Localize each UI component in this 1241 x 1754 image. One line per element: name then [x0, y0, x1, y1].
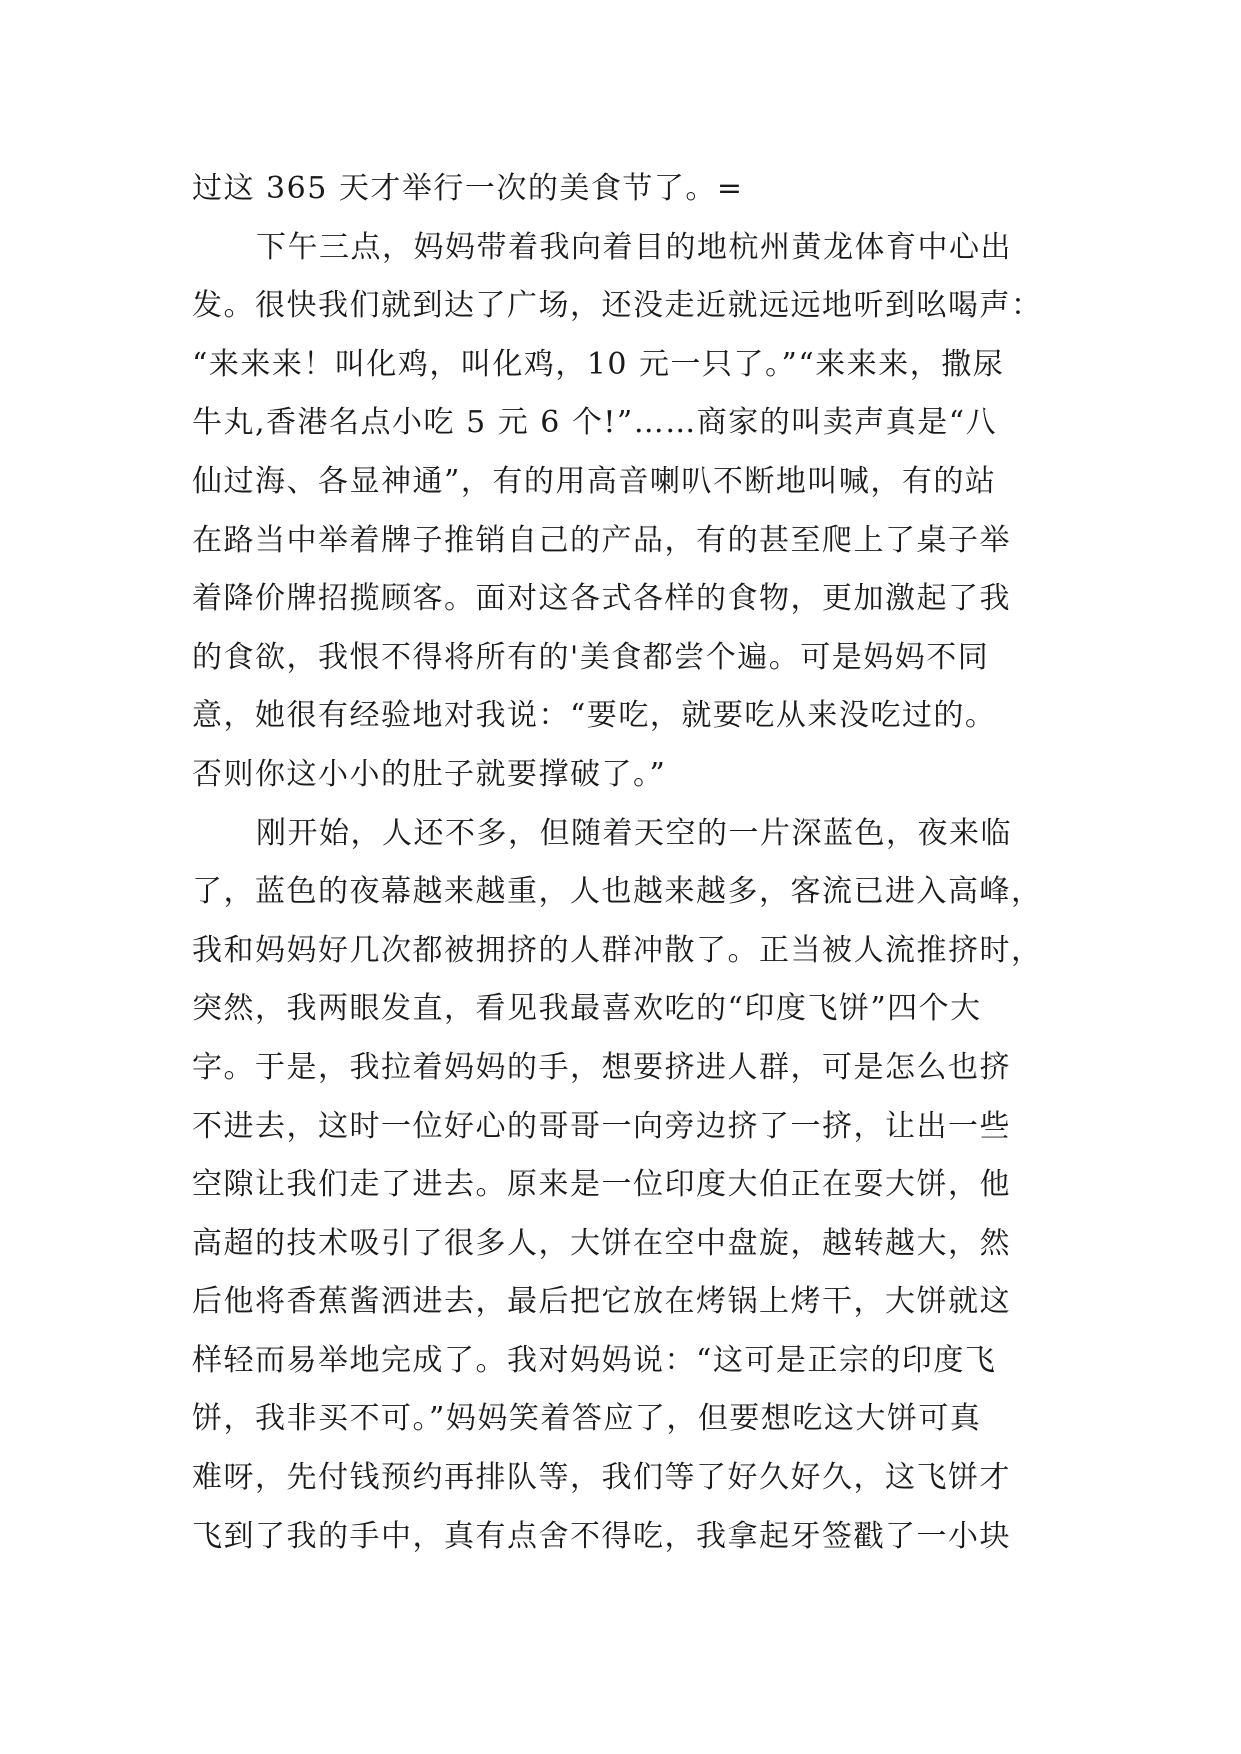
text-line: 我和妈妈好几次都被拥挤的人群冲散了。正当被人流推挤时， [192, 932, 1043, 968]
text-line: 字。于是，我拉着妈妈的手，想要挤进人群，可是怎么也挤 [192, 1049, 1011, 1085]
text-line: 过这 365 天才举行一次的美食节了。= [192, 171, 744, 206]
text-line: 着降价牌招揽顾客。面对这各式各样的食物，更加激起了我 [192, 581, 1011, 617]
paragraph-first-line: 刚开始，人还不多，但随着天空的一片深蓝色，夜来临 [256, 815, 1012, 851]
text-line: 仙过海、各显神通”，有的用高音喇叭不断地叫喊，有的站 [192, 463, 997, 499]
text-line: 样轻而易举地完成了。我对妈妈说：“这可是正宗的印度飞 [192, 1342, 997, 1378]
text-line: 了，蓝色的夜幕越来越重，人也越来越多，客流已进入高峰， [192, 874, 1043, 910]
text-line: 难呀，先付钱预约再排队等，我们等了好久好久，这飞饼才 [192, 1460, 1011, 1496]
document-body [192, 160, 1052, 1566]
text-line: 牛丸,香港名点小吃 5 元 6 个!”……商家的叫卖声真是“八 [192, 405, 998, 441]
paragraph-first-line: 下午三点，妈妈带着我向着目的地杭州黄龙体育中心出 [256, 229, 1012, 265]
text-line: 高超的技术吸引了很多人，大饼在空中盘旋，越转越大，然 [192, 1225, 1011, 1261]
text-line: 的食欲，我恨不得将所有的'美食都尝个遍。可是妈妈不同 [192, 639, 990, 675]
text-line: 不进去，这时一位好心的哥哥一向旁边挤了一挤，让出一些 [192, 1108, 1011, 1144]
text-line: 后他将香蕉酱洒进去，最后把它放在烤锅上烤干，大饼就这 [192, 1284, 1011, 1320]
text-line: 否则你这小小的肚子就要撑破了。” [192, 756, 667, 792]
text-line: 飞到了我的手中，真有点舍不得吃，我拿起牙签戳了一小块 [192, 1518, 1011, 1554]
text-line: 突然，我两眼发直，看见我最喜欢吃的“印度飞饼”四个大 [192, 991, 982, 1027]
text-line: 在路当中举着牌子推销自己的产品，有的甚至爬上了桌子举 [192, 522, 1011, 558]
text-line: 发。很快我们就到达了广场，还没走近就远远地听到吆喝声： [192, 288, 1043, 324]
text-line: 空隙让我们走了进去。原来是一位印度大伯正在耍大饼，他 [192, 1167, 1011, 1203]
text-line: 意，她很有经验地对我说：“要吃，就要吃从来没吃过的。 [192, 698, 997, 734]
text-line: 饼，我非买不可。”妈妈笑着答应了，但要想吃这大饼可真 [192, 1401, 982, 1437]
text-line: “来来来！叫化鸡，叫化鸡，10 元一只了。”“来来来，撒尿 [192, 346, 1005, 382]
